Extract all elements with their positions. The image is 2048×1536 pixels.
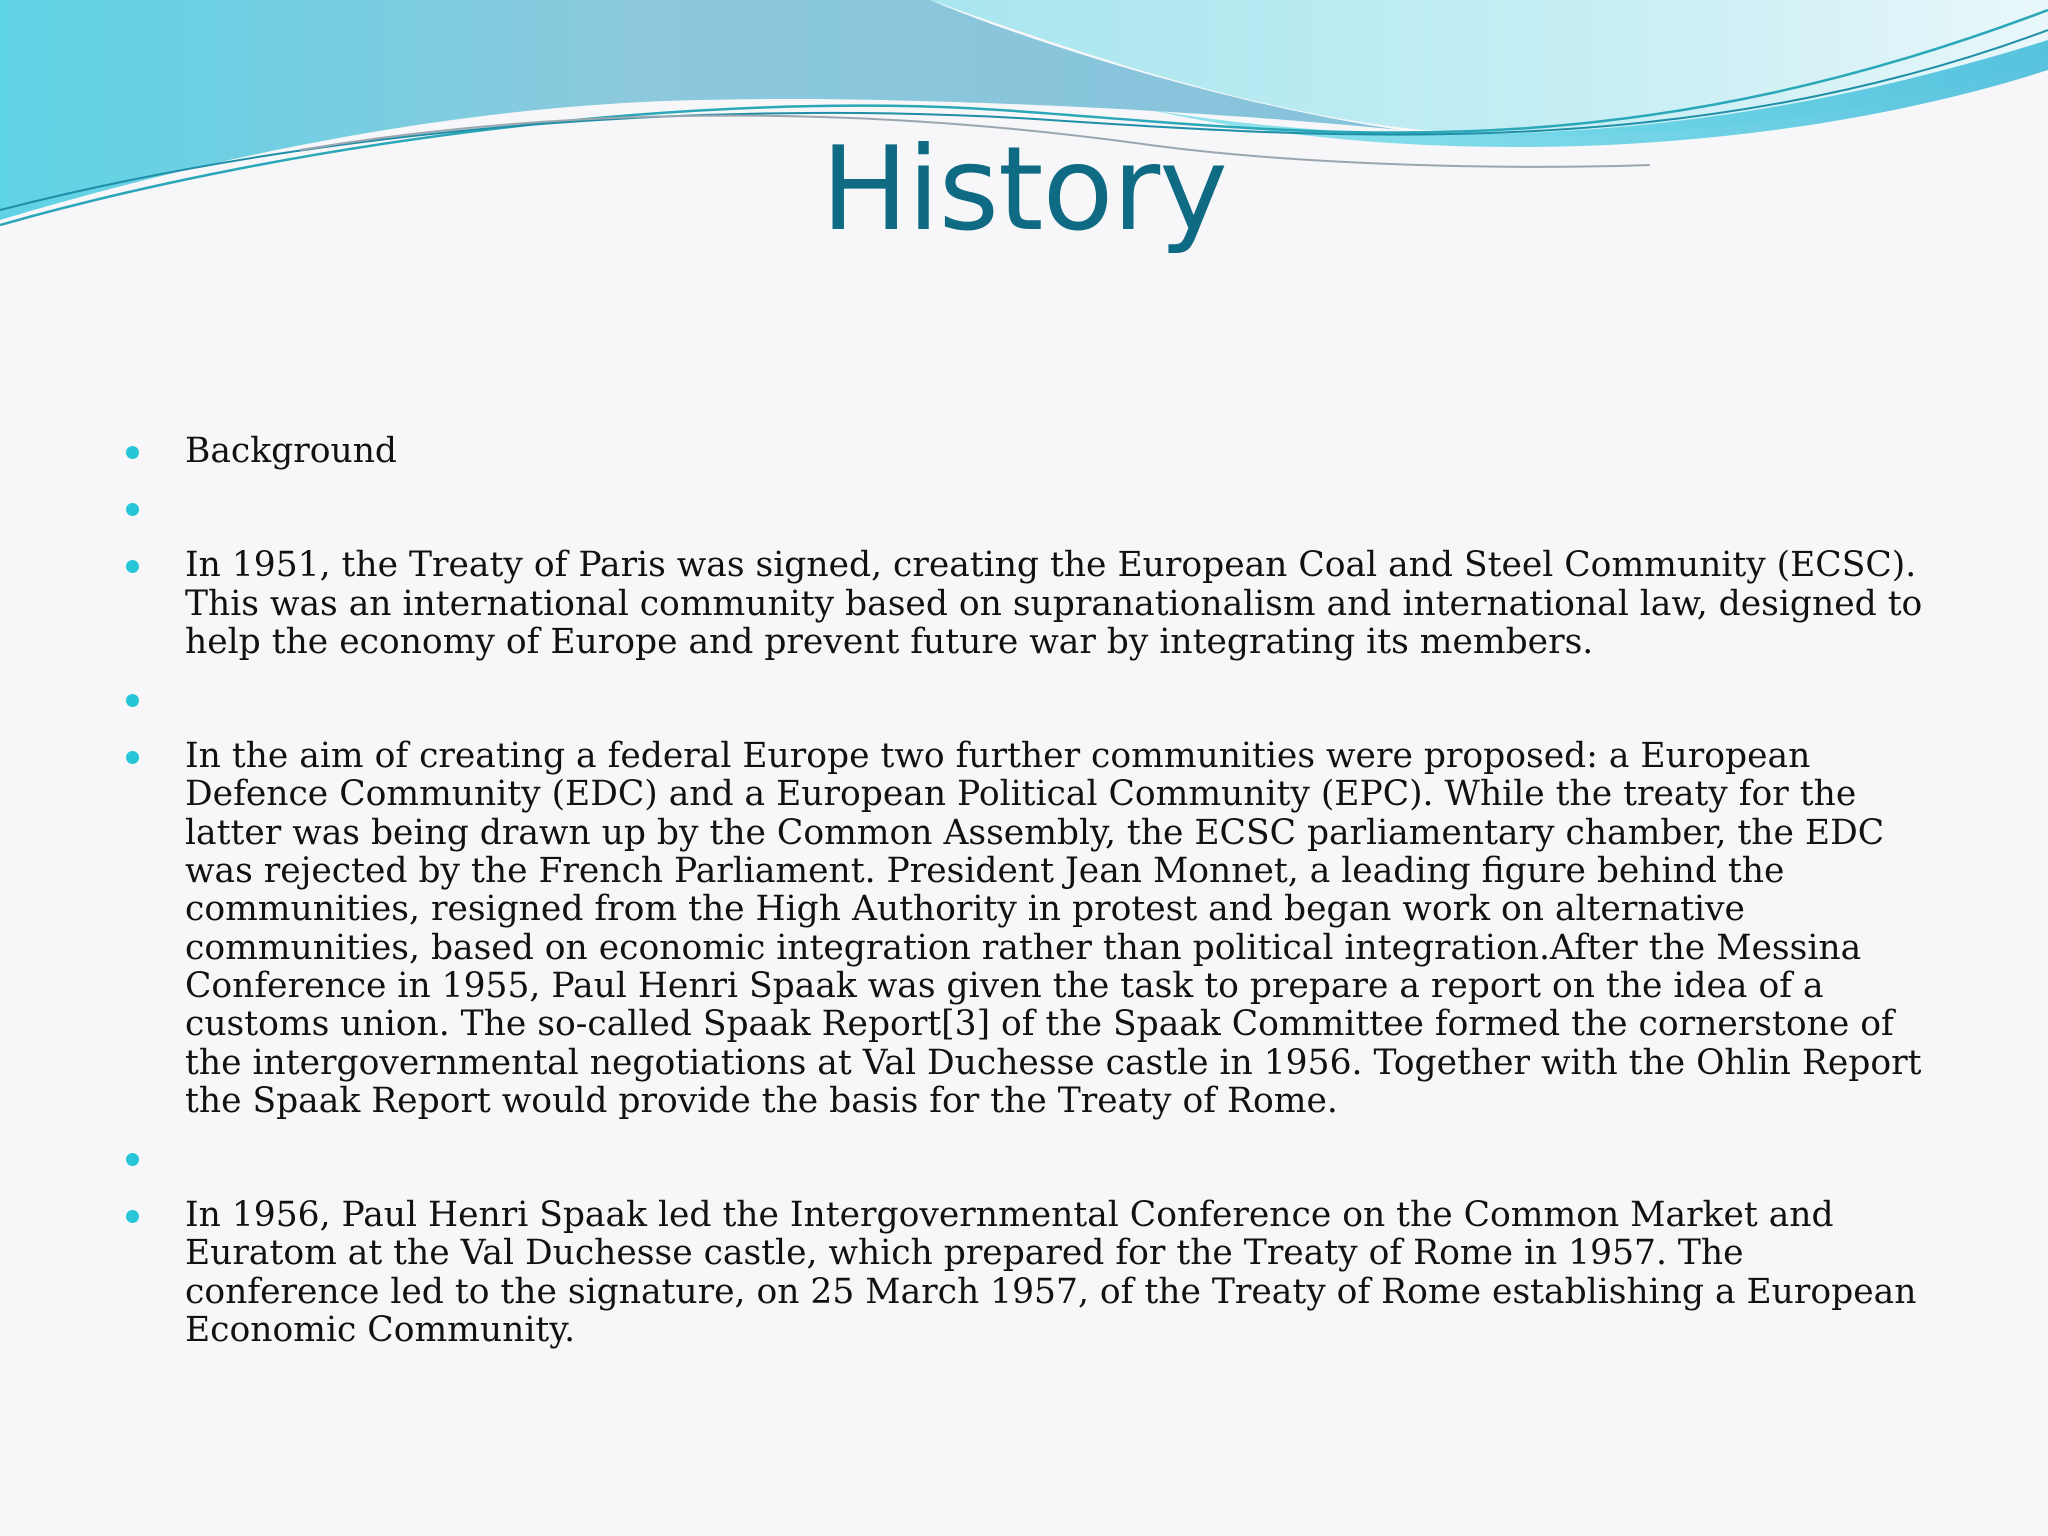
bullet-dot-icon bbox=[126, 560, 139, 573]
bullet-item bbox=[126, 680, 1926, 718]
bullet-dot-icon bbox=[126, 503, 139, 516]
bullet-dot-icon bbox=[126, 1210, 139, 1223]
bullet-text: In the aim of creating a federal Europe two further communities were proposed: a European Defence Community (EDC) and a European Political Community (EPC). While the treaty for the latter was being drawn up by the Common Assembly, the ECSC parliamentary chamber, the EDC was rejected by the French Parliament. President Jean Monnet, a leading figure behind the communities, resigned from the High Authority in protest and began work on alternative communities, based on economic integration rather than political integration.After the Messina Conference in 1955, Paul Henri Spaak was given the task to prepare a report on the idea of a customs union. The so-called Spaak Report[3] of the Spaak Committee formed the cornerstone of the intergovernmental negotiations at Val Duchesse castle in 1956. Together with the Ohlin Report the Spaak Report would provide the basis for the Treaty of Rome. bbox=[185, 736, 1922, 1121]
bullet-dot-icon bbox=[126, 446, 139, 459]
bullet-text: In 1951, the Treaty of Paris was signed, creating the European Coal and Steel Community (ECSC). This was an international community based on supranationalism and international law, designed to help the economy of Europe and prevent future war by integrating its members. bbox=[185, 545, 1923, 662]
bullet-item bbox=[126, 1139, 1926, 1177]
bullet-text: In 1956, Paul Henri Spaak led the Intergovernmental Conference on the Common Market and Euratom at the Val Duchesse castle, which prepared for the Treaty of Rome in 1957. The conference led to the signature, on 25 March 1957, of the Treaty of Rome establishing a European Economic Community. bbox=[185, 1195, 1917, 1351]
bullet-item bbox=[126, 546, 1926, 661]
bullet-dot-icon bbox=[126, 694, 139, 707]
bullet-dot-icon bbox=[126, 1153, 139, 1166]
bullet-list bbox=[126, 432, 1926, 1368]
bullet-item bbox=[126, 432, 1926, 470]
slide-title: History bbox=[821, 122, 1227, 257]
bullet-text: Background bbox=[185, 431, 398, 471]
bullet-item bbox=[126, 1196, 1926, 1349]
bullet-item bbox=[126, 489, 1926, 527]
bullet-dot-icon bbox=[126, 751, 139, 764]
bullet-item bbox=[126, 737, 1926, 1120]
